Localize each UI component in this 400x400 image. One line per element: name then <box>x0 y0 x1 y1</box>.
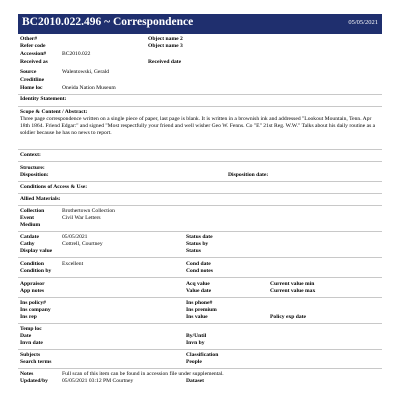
ins-value-label: Ins value <box>186 314 208 320</box>
inventory-date-label: Invn date <box>20 340 43 346</box>
temp-loc-label: Temp loc <box>20 326 42 332</box>
divider <box>18 193 382 194</box>
home-loc-label: Home loc <box>20 85 43 91</box>
by-until-label: By/Until <box>186 333 207 339</box>
event-label: Event <box>20 215 34 221</box>
catdate-value: 05/05/2021 <box>62 234 88 240</box>
status-date-label: Status date <box>186 234 213 240</box>
search-terms-label: Search terms <box>20 359 52 365</box>
structure-label: Structure: <box>20 165 45 171</box>
divider <box>18 106 382 107</box>
current-value-max-label: Current value max <box>270 288 316 294</box>
dataset-label: Dataset <box>186 378 205 384</box>
current-value-min-label: Current value min <box>270 281 315 287</box>
divider <box>18 257 382 258</box>
condition-by-label: Condition by <box>20 268 52 274</box>
divider <box>18 181 382 182</box>
identity-statement-label: Identity Statement: <box>20 96 67 102</box>
object-name-3-label: Object name 3 <box>148 43 183 49</box>
cond-date-label: Cond date <box>186 261 211 267</box>
scope-content-label: Scope & Content / Abstract: <box>20 109 88 115</box>
received-as-label: Received as <box>20 59 48 65</box>
other-label: Other# <box>20 36 38 42</box>
divider <box>18 277 382 278</box>
record-date: 05/05/2021 <box>348 19 378 26</box>
source-value: Walentowski, Gerald <box>62 69 110 75</box>
app-notes-label: App notes <box>20 288 45 294</box>
status-label: Status <box>186 248 201 254</box>
scope-content-text: Three page correspondence written on a single piece of paper, last page is blank. It is written in a brownish ink and addressed "Lookout Mountain, Tenn. Apr 18th 1864. Friend Edgar:" and signed "Most respectfully your friend and well wisher Geo W. Fenns. Co "E" 21st Reg. W.W." Talks about his daily routine as a soldier because he has no news to report. <box>20 116 376 136</box>
divider <box>18 349 382 350</box>
catdate-label: Catdate <box>20 234 39 240</box>
ins-premium-label: Ins premium <box>186 307 217 313</box>
event-value: Civil War Letters <box>62 215 101 221</box>
creditline-label: Creditline <box>20 77 45 83</box>
divider <box>18 94 382 95</box>
context-label: Context: <box>20 152 41 158</box>
appraisor-label: Appraisor <box>20 281 45 287</box>
inventory-by-label: Invn by <box>186 340 205 346</box>
record-report <box>18 14 382 384</box>
divider <box>18 368 382 369</box>
ins-company-label: Ins company <box>20 307 51 313</box>
updated-by-label: Updated/by <box>20 378 48 384</box>
ins-policy-label: Ins policy# <box>20 300 46 306</box>
cond-notes-label: Cond notes <box>186 268 213 274</box>
notes-label: Notes <box>20 371 34 377</box>
divider <box>18 297 382 298</box>
acq-value-label: Acq value <box>186 281 210 287</box>
ins-phone-label: Ins phone# <box>186 300 213 306</box>
disposition-label: Disposition: <box>20 172 49 178</box>
received-date-label: Received date <box>148 59 182 65</box>
refer-code-label: Refer code <box>20 43 46 49</box>
date-label: Date <box>20 333 32 339</box>
cathy-value: Cottrell, Courtney <box>62 241 103 247</box>
object-name-2-label: Object name 2 <box>148 36 183 42</box>
ins-rep-label: Ins rep <box>20 314 37 320</box>
conditions-access-label: Conditions of Access & Use: <box>20 184 88 190</box>
collection-value: Brothertown Collection <box>62 208 115 214</box>
record-title: BC2010.022.496 ~ Correspondence <box>22 16 194 28</box>
condition-value: Excellent <box>62 261 84 267</box>
allied-materials-label: Allied Materials: <box>20 196 61 202</box>
condition-label: Condition <box>20 261 44 267</box>
display-value-label: Display value <box>20 248 53 254</box>
notes-value: Full scan of this item can be found in accession file under supplemental. <box>62 371 224 377</box>
divider <box>18 323 382 324</box>
classification-label: Classification <box>186 352 219 358</box>
updated-by-value: 05/05/2021 03:12 PM Courtney <box>62 378 134 384</box>
cathy-label: Cathy <box>20 241 35 247</box>
divider <box>18 205 382 206</box>
accession-value: BC2010.022 <box>62 51 91 57</box>
subjects-label: Subjects <box>20 352 41 358</box>
title-bar <box>18 14 382 34</box>
status-by-label: Status by <box>186 241 209 247</box>
divider <box>18 231 382 232</box>
divider <box>18 161 382 162</box>
accession-label: Accession# <box>20 51 47 57</box>
divider <box>18 149 382 150</box>
collection-label: Collection <box>20 208 45 214</box>
value-date-label: Value date <box>186 288 212 294</box>
people-label: People <box>186 359 202 365</box>
medium-label: Medium <box>20 222 41 228</box>
source-label: Source <box>20 69 37 75</box>
policy-exp-date-label: Policy exp date <box>270 314 307 320</box>
home-loc-value: Oneida Nation Museum <box>62 85 116 91</box>
disposition-date-label: Disposition date: <box>228 172 269 178</box>
